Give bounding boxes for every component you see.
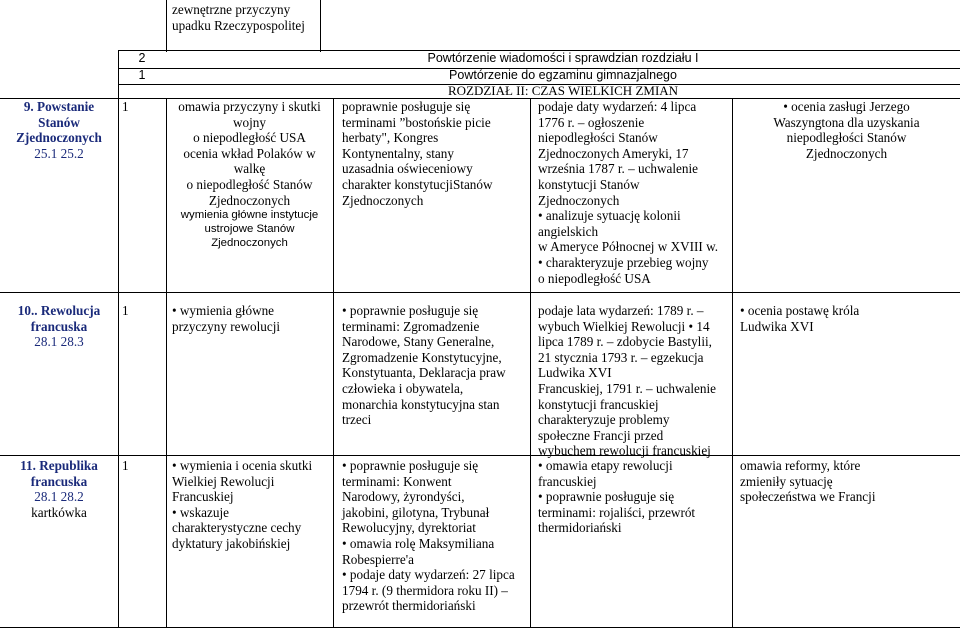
row-9-topic xyxy=(0,99,118,161)
col-divider-4 xyxy=(530,98,531,628)
text-line: omawia przyczyny i skutki xyxy=(178,99,321,114)
text-line: niepodległości Stanów xyxy=(538,130,658,146)
row-11-hours: 1 xyxy=(122,458,129,473)
text-line: Zgromadzenie Konstytucyjne, xyxy=(342,349,502,365)
text-line: • poprawnie posługuje się xyxy=(342,303,479,318)
row-10-topic xyxy=(0,303,118,350)
text-line: wybuchem rewolucji francuskiej xyxy=(538,443,711,459)
text-line: Ludwika XVI xyxy=(538,365,612,381)
text-line: lipca 1789 r. – zdobycie Bastylii, xyxy=(538,334,712,350)
col-divider-5 xyxy=(732,98,733,628)
text-line: terminami: rojaliści, przewrót xyxy=(538,504,696,520)
text-line: podaje daty wydarzeń: 4 lipca xyxy=(538,99,697,114)
top-cell xyxy=(172,2,305,33)
text-line: omawia reformy, które xyxy=(740,458,861,473)
text-line: Zjednoczonych xyxy=(805,145,888,161)
text-line: • ocenia zasługi Jerzego xyxy=(783,99,910,114)
text-line: człowieka i obywatela, xyxy=(342,380,464,396)
text-line: francuskiej xyxy=(538,473,597,489)
text-line: Stanów xyxy=(38,114,80,130)
text-line: podaje lata wydarzeń: 1789 r. – xyxy=(538,303,704,318)
row-9-extra xyxy=(733,99,960,161)
row-9-hours: 1 xyxy=(122,99,129,114)
text-line: Ludwika XVI xyxy=(740,318,814,334)
row-9-terms xyxy=(342,99,493,208)
text-line: francuska xyxy=(30,318,88,334)
top-block-right-border xyxy=(320,0,321,52)
text-line: jakobini, gilotyna, Trybunał xyxy=(342,504,490,520)
text-line: charakteryzuje problemy xyxy=(538,412,670,428)
text-line: Wielkiej Rewolucji xyxy=(172,473,275,489)
text-line: herbaty", Kongres xyxy=(342,130,439,146)
row-10-extra xyxy=(740,303,859,334)
text-line: upadku Rzeczypospolitej xyxy=(172,17,305,33)
text-line: Waszyngtona dla uzyskania xyxy=(773,114,920,130)
review-row-1-text: Powtórzenie wiadomości i sprawdzian rozdziału I xyxy=(427,51,699,65)
text-line: 10.. Rewolucja xyxy=(17,303,101,318)
text-line: 28.1 28.3 xyxy=(34,334,84,350)
text-line: 1794 r. (9 thermidora roku II) – xyxy=(342,582,508,598)
row-11-terms xyxy=(342,458,515,614)
row-9-dates xyxy=(538,99,718,286)
text-line: • wymienia i ocenia skutki xyxy=(172,458,313,473)
text-line: Zjednoczonych xyxy=(208,192,291,208)
text-line: charakterystyczne cechy xyxy=(172,520,302,536)
text-line: thermidoriański xyxy=(538,520,622,536)
text-line: wymienia główne instytucje xyxy=(180,209,319,222)
text-line: konstytucji francuskiej xyxy=(538,396,659,412)
text-line: Francuskiej, 1791 r. – uchwalenie xyxy=(538,380,716,396)
rule-below-row-9 xyxy=(0,292,960,293)
text-line: wybuch Wielkiej Rewolucji • 14 xyxy=(538,318,710,334)
text-line: francuska xyxy=(30,473,88,489)
rule-below-row-10 xyxy=(0,455,960,456)
col-divider-1 xyxy=(118,50,119,628)
text-line: monarchia konstytucyjna stan xyxy=(342,396,500,412)
text-line: niepodległości Stanów xyxy=(786,130,907,146)
text-line: 11. Republika xyxy=(20,458,98,473)
text-line: • wymienia główne xyxy=(172,303,275,318)
text-line: o niepodległość Stanów xyxy=(186,176,313,192)
text-line: ocenia wkład Polaków w xyxy=(183,145,316,161)
row-11-extra xyxy=(740,458,876,505)
text-line: angielskich xyxy=(538,223,599,239)
row-11-topic xyxy=(0,458,118,520)
text-line: 9. Powstanie xyxy=(23,99,95,114)
row-10-hours: 1 xyxy=(122,303,129,318)
text-line: przewrót thermidoriański xyxy=(342,598,476,614)
text-line: Narodowy, żyrondyści, xyxy=(342,489,465,505)
text-line: Kontynentalny, stany xyxy=(342,145,454,161)
text-line: poprawnie posługuje się xyxy=(342,99,471,114)
review-row-1-number: 2 xyxy=(138,51,146,65)
text-line: walkę xyxy=(233,161,266,177)
text-line: • omawia etapy rewolucji xyxy=(538,458,673,473)
text-line: terminami: Konwent xyxy=(342,473,452,489)
row-10-terms xyxy=(342,303,506,428)
text-line: Rewolucyjny, dyrektoriat xyxy=(342,520,476,536)
text-line: • analizuje sytuację kolonii xyxy=(538,208,681,224)
text-line: Robespierre'a xyxy=(342,551,414,567)
text-line: trzeci xyxy=(342,412,372,428)
text-line: • wskazuje xyxy=(172,504,229,520)
rule-bottom xyxy=(0,627,960,628)
text-line: o niepodległość USA xyxy=(538,270,651,286)
text-line: • poprawnie posługuje się xyxy=(342,458,479,473)
text-line: • poprawnie posługuje się xyxy=(538,489,675,505)
text-line: Zjednoczonych Ameryki, 17 xyxy=(538,145,689,161)
text-line: • podaje daty wydarzeń: 27 lipca xyxy=(342,567,515,583)
text-line: Zjednoczonych xyxy=(16,130,102,146)
text-line: społeczne Francji przed xyxy=(538,427,664,443)
text-line: Zjednoczonych xyxy=(342,192,424,208)
text-line: Narodowe, Stany Generalne, xyxy=(342,334,495,350)
text-line: 1776 r. – ogłoszenie xyxy=(538,114,645,130)
chapter-title: ROZDZIAŁ II: CZAS WIELKICH ZMIAN xyxy=(447,83,679,98)
text-line: • ocenia postawę króla xyxy=(740,303,860,318)
row-9-aims xyxy=(166,99,333,250)
text-line: terminami: Zgromadzenie xyxy=(342,318,480,334)
row-11-aims xyxy=(172,458,312,552)
text-line: dyktatury jakobińskiej xyxy=(172,535,291,551)
text-line: o niepodległość USA xyxy=(193,130,306,146)
text-line: konstytucji Stanów xyxy=(538,176,640,192)
text-line: społeczeństwa we Francji xyxy=(740,489,876,505)
text-line: 25.1 25.2 xyxy=(34,145,84,161)
review-row-2-text: Powtórzenie do egzaminu gimnazjalnego xyxy=(449,68,677,82)
text-line: • charakteryzuje przebieg wojny xyxy=(538,254,709,270)
text-line: terminami ˮbostońskie picie xyxy=(342,114,491,130)
text-line: Konstytuanta, Deklaracja praw xyxy=(342,365,506,381)
review-row-2-number: 1 xyxy=(138,68,146,82)
col-divider-3 xyxy=(333,98,334,628)
text-line: przyczyny rewolucji xyxy=(172,318,281,334)
text-line: zewnętrzne przyczyny xyxy=(172,2,291,17)
text-line: 21 stycznia 1793 r. – egzekucja xyxy=(538,349,704,365)
text-line: 28.1 28.2 xyxy=(34,489,84,505)
text-line: ustrojowe Stanów xyxy=(204,223,295,236)
text-line: wojny xyxy=(233,114,266,130)
text-line: • omawia rolę Maksymiliana xyxy=(342,535,495,551)
text-line: charakter konstytucjiStanów xyxy=(342,176,493,192)
text-line: uzasadnia oświeceniowy xyxy=(342,161,473,177)
text-line: Zjednoczonych xyxy=(538,192,620,208)
top-block-left-border xyxy=(166,0,167,52)
text-line: Francuskiej xyxy=(172,489,234,505)
text-line: września 1787 r. – uchwalenie xyxy=(538,161,699,177)
text-line: kartkówka xyxy=(31,504,87,520)
text-line: Zjednoczonych xyxy=(211,237,288,250)
row-10-aims xyxy=(172,303,280,334)
text-line: w Ameryce Północnej w XVIII w. xyxy=(538,239,719,255)
text-line: zmieniły sytuację xyxy=(740,473,833,489)
row-11-dates xyxy=(538,458,695,536)
row-10-dates xyxy=(538,303,716,459)
